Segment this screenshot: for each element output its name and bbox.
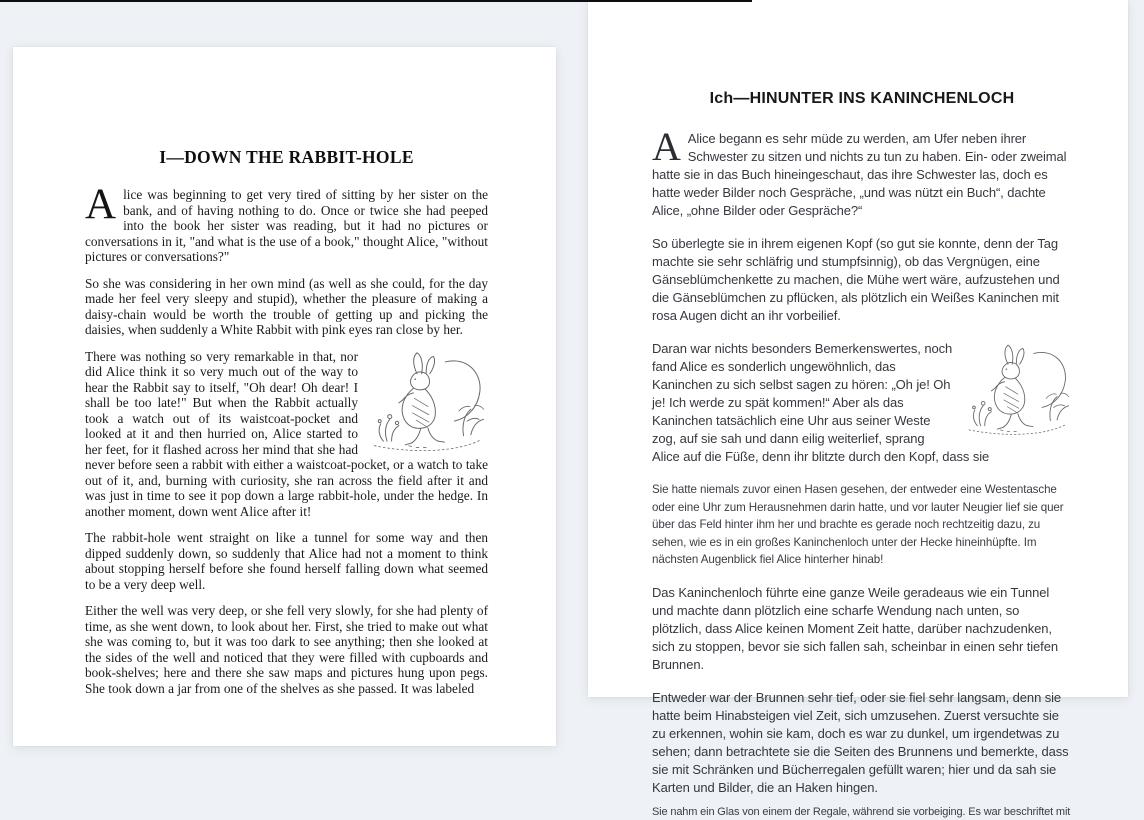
paragraph-german-closing-line: Sie nahm ein Glas von einem der Regale, während sie vorbeiging. Es war beschriftet mit — [652, 805, 1071, 818]
paragraph-english-1-text: lice was beginning to get very tired of sitting by her sister on the bank, and of having nothing to do. Once or twice she had peeped into the book her sister was reading, but it had no pictures or conversations in it, "and what is the use of a book," thought Alice, "without pictures or conversations?" — [85, 187, 488, 264]
paragraph-german-4-small: Sie hatte niemals zuvor einen Hasen gesehen, der entweder eine Westentasche oder eine Uhr zum Herausnehmen darin hatte, und vor lauter Neugier lief sie quer über das Feld hinter ihm her und brachte es gerade noch rechtzeitig dazu, zu sehen, wie es in ein großes Kaninchenloch unter der Hecke hineinhüpfte. Im nächsten Augenblick fiel Alice hinterher hinab! — [652, 483, 1064, 566]
paragraph-english-4: The rabbit-hole went straight on like a tunnel for some way and then dipped suddenly down, so suddenly that Alice had not a moment to think about stopping herself before she found herself falling down what seemed to be a very deep well. — [85, 530, 488, 592]
paragraph-english-1 — [85, 181, 488, 265]
paragraph-german-3 — [652, 340, 1072, 466]
paragraph-german-3-text: Daran war nichts besonders Bemerkenswertes, noch fand Alice es sonderlich ungewöhnlich, das Kaninchen zu sich selbst sagen zu hören: „Oh je! Oh je! Ich werde zu spät kommen!“ Aber als das Kaninchen tatsächlich eine Uhr aus seiner Weste zog, auf sie sah und dann eilig weiterlief, sprang Alice auf die Füße, denn ihr blitzte durch den Kopf, dass sie — [652, 341, 990, 464]
paragraph-english-3-text: There was nothing so very remarkable in that, nor did Alice think it so very much out of the way to hear the Rabbit say to itself, "Oh dear! Oh dear! I shall be too late!" But when the Rabbit actually took a watch out of its waistcoat-pocket and looked at it and then hurried on, Alice started to her feet, for it flashed across her mind that she had never before seen a rabbit with either a waistcoat-pocket, or a watch to take out of it, and, burning with curiosity, she ran across the field after it and was just in time to see it pop down a large rabbit-hole, under the hedge. In another moment, down went Alice after it! — [85, 348, 488, 519]
white-rabbit-illustration — [964, 342, 1072, 438]
page-english — [13, 47, 556, 746]
drop-cap-german: A — [652, 124, 681, 169]
paragraph-english-3 — [85, 349, 488, 520]
paragraph-english-2: So she was considering in her own mind (as well as she could, for the day made her feel very sleepy and stupid), whether the pleasure of making a daisy-chain would be worth the trouble of getting up and picking the daisies, when suddenly a White Rabbit with pink eyes ran close by her. — [85, 275, 488, 337]
drop-cap-english: A — [85, 181, 117, 228]
chapter-title-german: Ich—HINUNTER INS KANINCHENLOCH — [709, 90, 1015, 107]
paragraph-german-6: Entweder war der Brunnen sehr tief, oder sie fiel sehr langsam, denn sie hatte beim Hinabsteigen viel Zeit, sich umzusehen. Zuerst versuchte sie zu erkennen, wohin sie kam, doch es war zu dunkel, um irgendetwas zu sehen; dann betrachtete sie die Seiten des Brunnens und bemerkte, dass sie mit Schränken und Bücherregalen gefüllt waren; hier und da sah sie Karten und Bilder, die an Haken hingen. — [652, 689, 1069, 795]
window-top-edge — [0, 0, 752, 2]
paragraph-german-5: Das Kaninchenloch führte eine ganze Weile geradeaus wie ein Tunnel und machte dann plötzlich eine scharfe Wendung nach unten, so plötzlich, dass Alice keinen Moment Zeit hatte, darüber nachzudenken, sich zu stoppen, bevor sie sich fallen sah, scheinbar in einen sehr tiefen Brunnen. — [652, 584, 1058, 672]
paragraph-german-1-text: Alice begann es sehr müde zu werden, am Ufer neben ihrer Schwester zu sitzen und nichts zu tun zu haben. Ein- oder zweimal hatte sie in das Buch hineingeschaut, das ihre Schwester las, doch es hatte weder Bilder noch Gespräche, „und was nützt ein Buch“, dachte Alice, „ohne Bilder oder Gespräche?“ — [652, 131, 1067, 218]
white-rabbit-illustration — [368, 351, 488, 453]
paragraph-german-1 — [652, 124, 1072, 220]
page-german — [588, 0, 1128, 818]
paragraph-english-5: Either the well was very deep, or she fell very slowly, for she had plenty of time, as she went down, to look about her. First, she tried to make out what she was coming to, but it was too dark to see anything; then she looked at the sides of the well and noticed that they were filled with cupboards and book-shelves; here and there she saw maps and pictures hung upon pegs. She took down a jar from one of the shelves as she passed. It was labeled — [85, 603, 488, 696]
paragraph-german-2: So überlegte sie in ihrem eigenen Kopf (so gut sie konnte, denn der Tag machte sie sehr schläfrig und stumpfsinnig), ob das Vergnügen, eine Gänseblümchenkette zu machen, die Mühe wert wäre, aufzustehen und die Gänseblümchen zu pflücken, als plötzlich ein Weißes Kaninchen mit rosa Augen dicht an ihr vorbeilief. — [652, 236, 1060, 323]
chapter-title-english: I—DOWN THE RABBIT-HOLE — [159, 147, 414, 167]
